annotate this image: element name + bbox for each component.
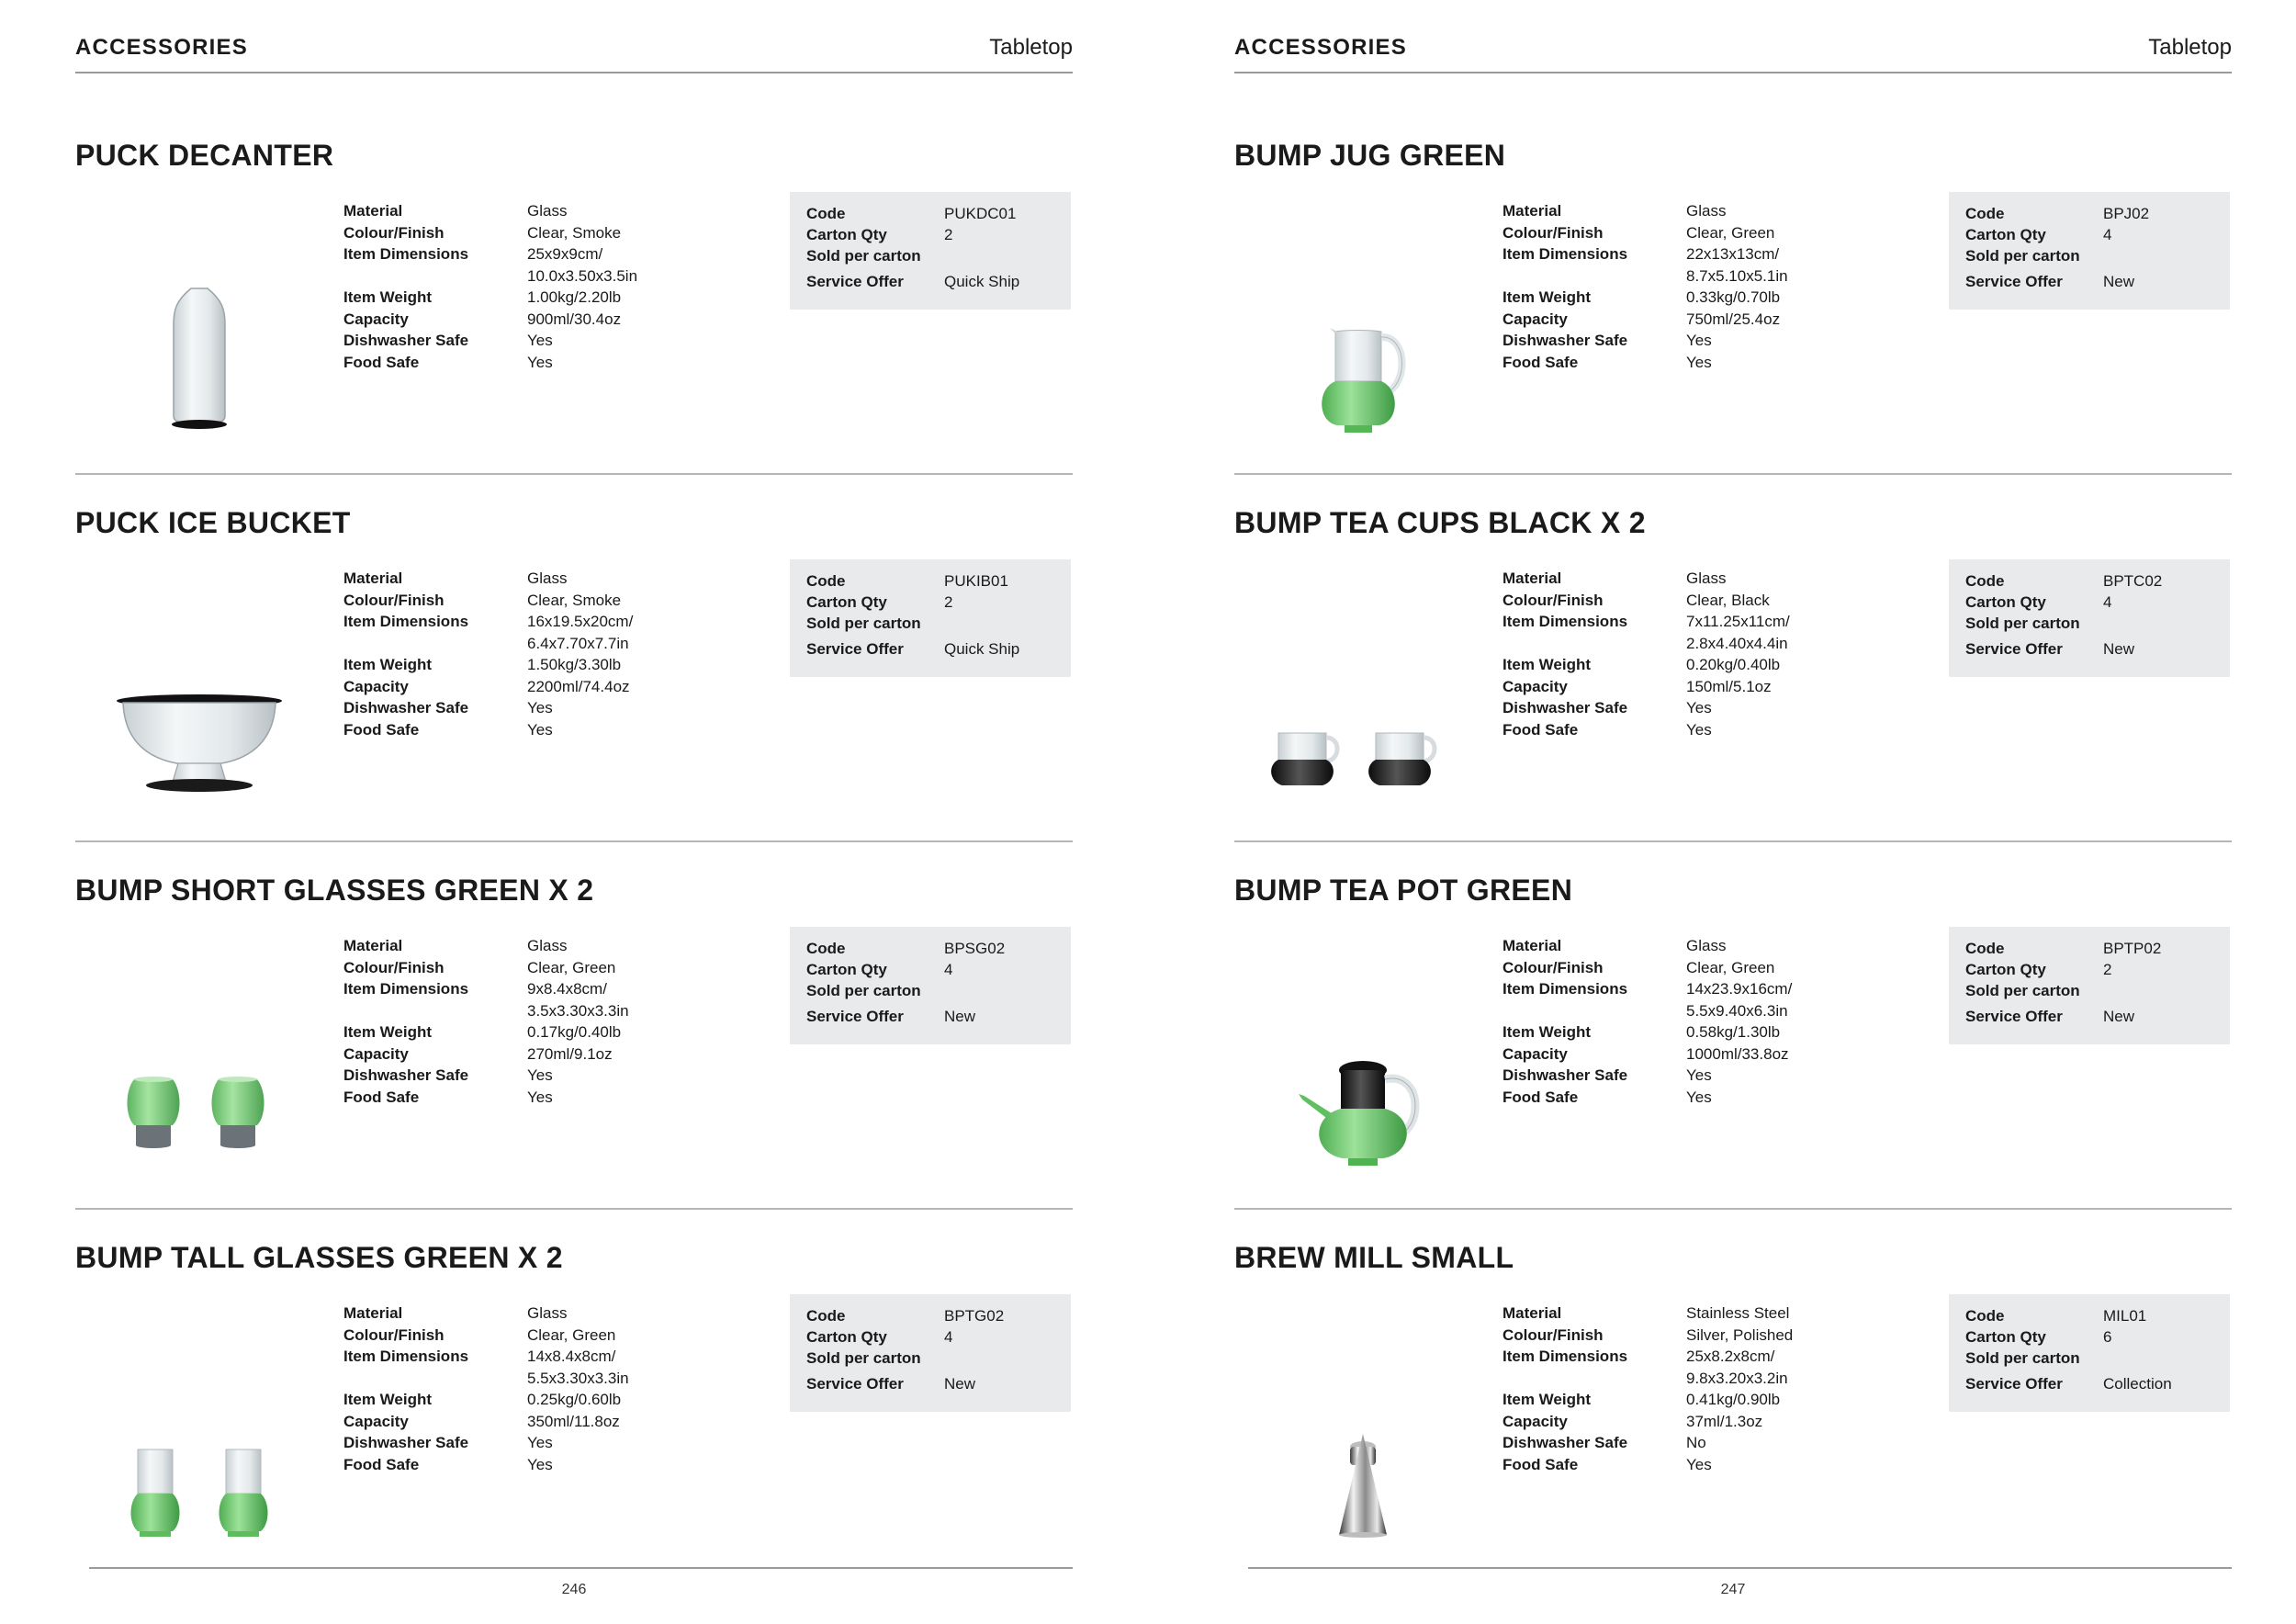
carton-qty-label: Carton Qty bbox=[1965, 593, 2046, 611]
product-title: BUMP SHORT GLASSES GREEN X 2 bbox=[75, 874, 594, 907]
spec-label: Food Safe bbox=[343, 1455, 420, 1473]
short-glasses-icon bbox=[112, 932, 287, 1171]
spec-value: Yes bbox=[1686, 1455, 1712, 1473]
spec-value: 14x23.9x16cm/ 5.5x9.40x6.3in bbox=[1686, 980, 1793, 1020]
spec-value: Yes bbox=[527, 1455, 553, 1473]
spec-value: 0.25kg/0.60lb bbox=[527, 1391, 622, 1408]
spec-label: Food Safe bbox=[1503, 1088, 1579, 1106]
product-title: BUMP TEA POT GREEN bbox=[1234, 874, 1573, 907]
spec-label: Item Weight bbox=[1503, 1391, 1592, 1408]
sold-per-carton-label: Sold per carton bbox=[1965, 247, 2080, 265]
carton-qty-label: Carton Qty bbox=[806, 226, 887, 243]
spec-label: Material bbox=[1503, 1304, 1562, 1322]
spec-value: Clear, Green bbox=[527, 958, 616, 976]
spec-value: Glass bbox=[527, 202, 568, 220]
carton-qty-label: Carton Qty bbox=[1965, 961, 2046, 978]
spec-label: Food Safe bbox=[1503, 720, 1579, 739]
spec-value: Glass bbox=[527, 570, 568, 587]
spec-value: 37ml/1.3oz bbox=[1686, 1412, 1763, 1430]
spec-label: Material bbox=[1503, 937, 1562, 954]
spec-value: 0.20kg/0.40lb bbox=[1686, 656, 1781, 673]
sold-per-carton-label: Sold per carton bbox=[1965, 1349, 2080, 1367]
spec-label: Colour/Finish bbox=[343, 223, 445, 242]
spec-label: Capacity bbox=[343, 1412, 409, 1430]
product-card bbox=[1234, 1208, 2232, 1575]
spec-value: 0.41kg/0.90lb bbox=[1686, 1391, 1781, 1408]
code-label: Code bbox=[806, 940, 846, 957]
spec-label: Material bbox=[343, 570, 403, 587]
spec-value: Clear, Green bbox=[1686, 958, 1775, 976]
spec-value: Yes bbox=[527, 1066, 553, 1084]
category-title: Tabletop bbox=[989, 35, 1073, 60]
divider bbox=[1234, 473, 2232, 475]
divider bbox=[1234, 840, 2232, 842]
service-offer: New bbox=[2103, 640, 2135, 658]
carton-qty: 4 bbox=[944, 961, 953, 978]
divider bbox=[1234, 1208, 2232, 1210]
code-label: Code bbox=[1965, 940, 2005, 957]
spec-value: Yes bbox=[527, 332, 553, 349]
spec-label: Item Dimensions bbox=[1503, 613, 1628, 630]
spec-label: Food Safe bbox=[343, 1088, 420, 1106]
spec-value: 0.58kg/1.30lb bbox=[1686, 1023, 1781, 1041]
product-title: BREW MILL SMALL bbox=[1234, 1241, 1514, 1274]
spec-value: Clear, Smoke bbox=[527, 591, 622, 609]
carton-qty: 4 bbox=[944, 1328, 953, 1346]
spec-value: 7x11.25x11cm/ 2.8x4.40x4.4in bbox=[1686, 613, 1790, 652]
spec-label: Colour/Finish bbox=[1503, 1325, 1604, 1344]
spec-value: 270ml/9.1oz bbox=[527, 1044, 613, 1063]
code-box bbox=[1949, 559, 2230, 677]
spec-value: 2200ml/74.4oz bbox=[527, 677, 630, 695]
product-card bbox=[1234, 473, 2232, 840]
code-box bbox=[790, 192, 1071, 310]
spec-value: Silver, Polished bbox=[1686, 1325, 1794, 1344]
spec-value: 900ml/30.4oz bbox=[527, 310, 622, 328]
carton-qty-label: Carton Qty bbox=[806, 593, 887, 611]
divider bbox=[75, 840, 1073, 842]
carton-qty: 2 bbox=[944, 226, 953, 243]
divider bbox=[75, 1208, 1073, 1210]
spec-label: Capacity bbox=[1503, 1412, 1568, 1430]
spec-label: Item Dimensions bbox=[1503, 1348, 1628, 1365]
product-code: MIL01 bbox=[2103, 1307, 2147, 1325]
spec-label: Colour/Finish bbox=[343, 958, 445, 976]
code-label: Code bbox=[1965, 1307, 2005, 1325]
spec-value: 14x8.4x8cm/ 5.5x3.30x3.3in bbox=[527, 1348, 629, 1387]
spec-label: Colour/Finish bbox=[343, 1325, 445, 1344]
spec-value: 0.17kg/0.40lb bbox=[527, 1023, 622, 1041]
spec-label: Item Weight bbox=[1503, 288, 1592, 306]
spec-label: Colour/Finish bbox=[343, 591, 445, 609]
mill-icon bbox=[1271, 1300, 1446, 1539]
spec-value: 9x8.4x8cm/ 3.5x3.30x3.3in bbox=[527, 980, 629, 1020]
spec-label: Item Dimensions bbox=[1503, 980, 1628, 998]
code-box bbox=[1949, 192, 2230, 310]
spec-label: Food Safe bbox=[343, 720, 420, 739]
product-card bbox=[75, 1208, 1073, 1575]
spec-label: Item Weight bbox=[343, 288, 433, 306]
sold-per-carton-label: Sold per carton bbox=[806, 247, 921, 265]
spec-value: 22x13x13cm/ 8.7x5.10x5.1in bbox=[1686, 245, 1788, 285]
code-label: Code bbox=[1965, 572, 2005, 590]
service-offer: New bbox=[944, 1375, 976, 1393]
spec-value: Yes bbox=[527, 720, 553, 739]
service-offer-label: Service Offer bbox=[806, 273, 904, 290]
spec-label: Food Safe bbox=[1503, 353, 1579, 371]
spec-value: Stainless Steel bbox=[1686, 1304, 1790, 1322]
carton-qty-label: Carton Qty bbox=[1965, 1328, 2046, 1346]
code-label: Code bbox=[806, 205, 846, 222]
spec-label: Item Dimensions bbox=[343, 980, 469, 998]
spec-value: No bbox=[1686, 1434, 1706, 1451]
category-title: Tabletop bbox=[2148, 35, 2232, 60]
page-header bbox=[75, 31, 1073, 73]
tall-glasses-icon bbox=[112, 1300, 287, 1539]
code-box bbox=[790, 1294, 1071, 1412]
product-card bbox=[1234, 106, 2232, 473]
product-code: BPSG02 bbox=[944, 940, 1006, 957]
spec-value: Yes bbox=[527, 353, 553, 371]
spec-value: Yes bbox=[1686, 720, 1712, 739]
page-number: 246 bbox=[561, 1582, 587, 1597]
spec-label: Item Weight bbox=[343, 1391, 433, 1408]
service-offer-label: Service Offer bbox=[1965, 1375, 2063, 1393]
section-title: ACCESSORIES bbox=[1234, 35, 1407, 60]
product-card bbox=[75, 840, 1073, 1208]
spec-value: Glass bbox=[527, 937, 568, 954]
service-offer: Quick Ship bbox=[944, 273, 1020, 290]
carton-qty: 2 bbox=[944, 593, 953, 611]
spec-label: Dishwasher Safe bbox=[343, 699, 469, 716]
product-title: PUCK ICE BUCKET bbox=[75, 506, 351, 539]
tea-cups-icon bbox=[1271, 565, 1446, 804]
spec-value: Clear, Green bbox=[527, 1325, 616, 1344]
service-offer: New bbox=[944, 1008, 976, 1025]
sold-per-carton-label: Sold per carton bbox=[806, 615, 921, 632]
service-offer: Collection bbox=[2103, 1375, 2172, 1393]
carton-qty: 6 bbox=[2103, 1328, 2112, 1346]
spec-label: Item Weight bbox=[1503, 1023, 1592, 1041]
spec-value: Yes bbox=[527, 699, 553, 716]
spec-label: Food Safe bbox=[343, 353, 420, 371]
spec-label: Material bbox=[343, 202, 403, 220]
spec-value: Glass bbox=[1686, 202, 1727, 220]
spec-value: 350ml/11.8oz bbox=[527, 1412, 620, 1430]
spec-label: Item Weight bbox=[1503, 656, 1592, 673]
service-offer-label: Service Offer bbox=[806, 640, 904, 658]
spec-label: Item Dimensions bbox=[343, 1348, 469, 1365]
jug-icon bbox=[1271, 197, 1446, 436]
product-code: BPTP02 bbox=[2103, 940, 2162, 957]
spec-label: Dishwasher Safe bbox=[343, 1066, 469, 1084]
product-code: PUKIB01 bbox=[944, 572, 1008, 590]
spec-value: 25x8.2x8cm/ 9.8x3.20x3.2in bbox=[1686, 1348, 1788, 1387]
spec-value: Yes bbox=[527, 1088, 553, 1106]
spec-label: Food Safe bbox=[1503, 1455, 1579, 1473]
service-offer-label: Service Offer bbox=[1965, 1008, 2063, 1025]
spec-label: Dishwasher Safe bbox=[1503, 1434, 1628, 1451]
decanter-icon bbox=[112, 197, 287, 436]
spec-label: Colour/Finish bbox=[1503, 958, 1604, 976]
service-offer-label: Service Offer bbox=[1965, 640, 2063, 658]
page-number: 247 bbox=[1720, 1582, 1746, 1597]
service-offer-label: Service Offer bbox=[806, 1375, 904, 1393]
product-card bbox=[75, 473, 1073, 840]
spec-value: Yes bbox=[1686, 1066, 1712, 1084]
footer-divider bbox=[1248, 1567, 2232, 1569]
ice-bucket-icon bbox=[112, 565, 287, 804]
carton-qty-label: Carton Qty bbox=[1965, 226, 2046, 243]
spec-label: Dishwasher Safe bbox=[1503, 332, 1628, 349]
spec-label: Capacity bbox=[343, 677, 409, 695]
spec-value: Clear, Black bbox=[1686, 591, 1770, 609]
spec-label: Capacity bbox=[1503, 310, 1568, 328]
spec-label: Dishwasher Safe bbox=[1503, 699, 1628, 716]
page-header bbox=[1234, 31, 2232, 73]
spec-value: Yes bbox=[527, 1434, 553, 1451]
spec-value: Glass bbox=[1686, 937, 1727, 954]
spec-label: Colour/Finish bbox=[1503, 223, 1604, 242]
service-offer: New bbox=[2103, 1008, 2135, 1025]
carton-qty: 4 bbox=[2103, 226, 2112, 243]
sold-per-carton-label: Sold per carton bbox=[806, 1349, 921, 1367]
spec-label: Colour/Finish bbox=[1503, 591, 1604, 609]
spec-label: Capacity bbox=[1503, 1044, 1568, 1063]
code-box bbox=[790, 927, 1071, 1044]
spec-label: Capacity bbox=[343, 310, 409, 328]
spec-label: Material bbox=[343, 937, 403, 954]
spec-value: 1.50kg/3.30lb bbox=[527, 656, 622, 673]
code-label: Code bbox=[1965, 205, 2005, 222]
product-code: PUKDC01 bbox=[944, 205, 1017, 222]
spec-label: Material bbox=[343, 1304, 403, 1322]
spec-label: Material bbox=[1503, 570, 1562, 587]
code-box bbox=[1949, 1294, 2230, 1412]
service-offer: Quick Ship bbox=[944, 640, 1020, 658]
spec-value: Yes bbox=[1686, 332, 1712, 349]
carton-qty-label: Carton Qty bbox=[806, 1328, 887, 1346]
spec-value: Yes bbox=[1686, 1088, 1712, 1106]
sold-per-carton-label: Sold per carton bbox=[806, 982, 921, 999]
code-box bbox=[1949, 927, 2230, 1044]
spec-label: Item Dimensions bbox=[1503, 245, 1628, 263]
spec-label: Capacity bbox=[343, 1044, 409, 1063]
sold-per-carton-label: Sold per carton bbox=[1965, 615, 2080, 632]
spec-value: 0.33kg/0.70lb bbox=[1686, 288, 1781, 306]
spec-label: Dishwasher Safe bbox=[343, 1434, 469, 1451]
catalog-page-right bbox=[1159, 0, 2296, 1624]
spec-value: Clear, Green bbox=[1686, 223, 1775, 242]
code-label: Code bbox=[806, 572, 846, 590]
spec-value: 16x19.5x20cm/ 6.4x7.70x7.7in bbox=[527, 613, 634, 652]
spec-value: Glass bbox=[1686, 570, 1727, 587]
service-offer: New bbox=[2103, 273, 2135, 290]
carton-qty: 4 bbox=[2103, 593, 2112, 611]
spec-label: Capacity bbox=[1503, 677, 1568, 695]
sold-per-carton-label: Sold per carton bbox=[1965, 982, 2080, 999]
product-code: BPTG02 bbox=[944, 1307, 1005, 1325]
spec-value: Glass bbox=[527, 1304, 568, 1322]
teapot-icon bbox=[1271, 932, 1446, 1171]
product-code: BPJ02 bbox=[2103, 205, 2150, 222]
spec-value: 150ml/5.1oz bbox=[1686, 677, 1772, 695]
spec-value: 750ml/25.4oz bbox=[1686, 310, 1781, 328]
carton-qty-label: Carton Qty bbox=[806, 961, 887, 978]
spec-value: Clear, Smoke bbox=[527, 223, 622, 242]
product-title: BUMP TEA CUPS BLACK X 2 bbox=[1234, 506, 1646, 539]
section-title: ACCESSORIES bbox=[75, 35, 248, 60]
spec-label: Item Dimensions bbox=[343, 245, 469, 263]
spec-label: Item Dimensions bbox=[343, 613, 469, 630]
spec-label: Item Weight bbox=[343, 656, 433, 673]
spec-label: Item Weight bbox=[343, 1023, 433, 1041]
spec-value: 1000ml/33.8oz bbox=[1686, 1044, 1789, 1063]
spec-value: Yes bbox=[1686, 699, 1712, 716]
product-code: BPTC02 bbox=[2103, 572, 2163, 590]
spec-label: Material bbox=[1503, 202, 1562, 220]
product-title: BUMP TALL GLASSES GREEN X 2 bbox=[75, 1241, 563, 1274]
footer-divider bbox=[89, 1567, 1073, 1569]
product-title: PUCK DECANTER bbox=[75, 139, 334, 172]
product-card bbox=[1234, 840, 2232, 1208]
code-label: Code bbox=[806, 1307, 846, 1325]
spec-value: 1.00kg/2.20lb bbox=[527, 288, 622, 306]
spec-value: 25x9x9cm/ 10.0x3.50x3.5in bbox=[527, 245, 638, 285]
carton-qty: 2 bbox=[2103, 961, 2112, 978]
divider bbox=[75, 473, 1073, 475]
product-card bbox=[75, 106, 1073, 473]
spec-value: Yes bbox=[1686, 353, 1712, 371]
service-offer-label: Service Offer bbox=[1965, 273, 2063, 290]
product-title: BUMP JUG GREEN bbox=[1234, 139, 1506, 172]
code-box bbox=[790, 559, 1071, 677]
spec-label: Dishwasher Safe bbox=[1503, 1066, 1628, 1084]
service-offer-label: Service Offer bbox=[806, 1008, 904, 1025]
spec-label: Dishwasher Safe bbox=[343, 332, 469, 349]
